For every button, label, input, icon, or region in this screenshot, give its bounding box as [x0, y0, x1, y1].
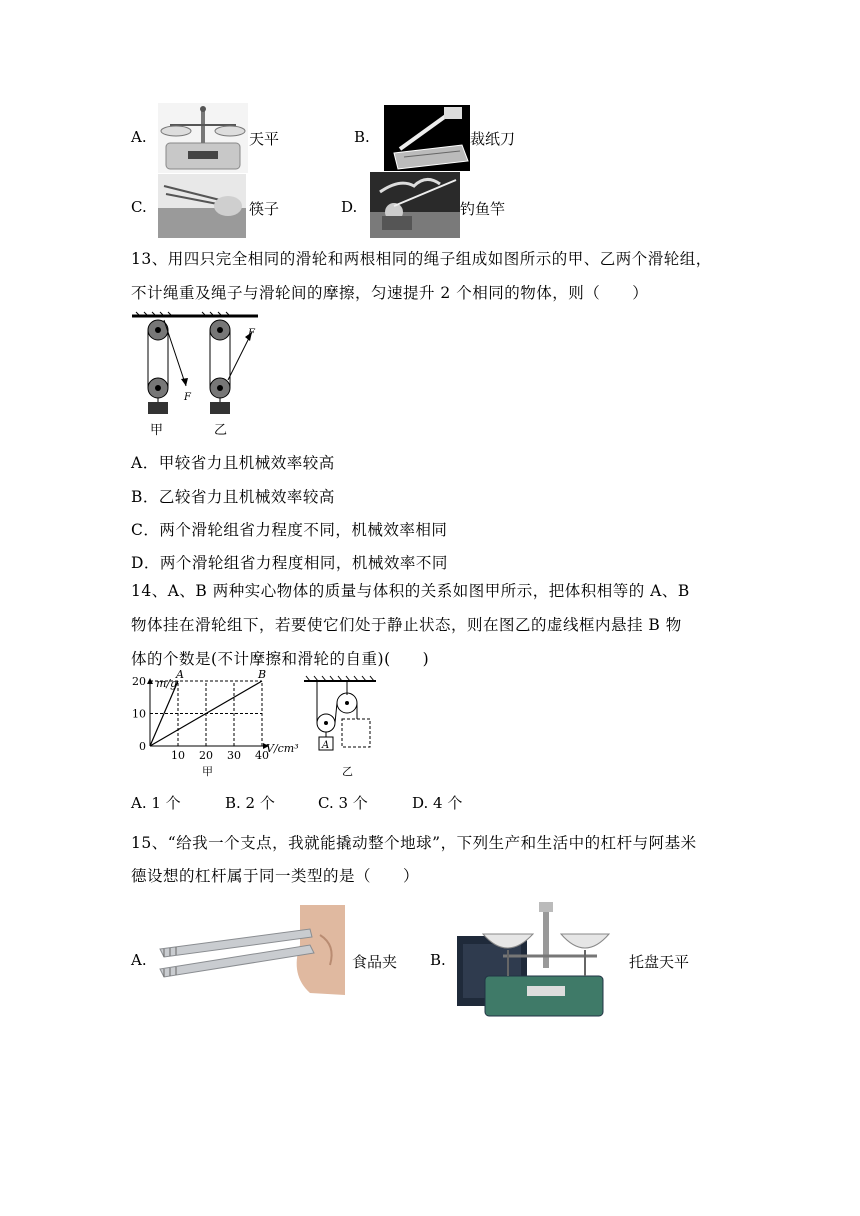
paper-cutter-image — [384, 105, 470, 171]
q12-option-a-text: 天平 — [249, 130, 280, 148]
point-b-label: B — [258, 668, 267, 681]
q14-option-d: D. 4 个 — [412, 794, 463, 812]
q14-option-b: B. 2 个 — [225, 794, 275, 812]
q14-option-c: C. 3 个 — [318, 794, 368, 812]
q14-stem-line-1: 14、A、B 两种实心物体的质量与体积的关系如图甲所示，把体积相等的 A、B — [131, 582, 690, 600]
q15-option-b-text: 托盘天平 — [629, 953, 690, 971]
y-tick-label: 10 — [132, 707, 146, 721]
pulley-b-objects-figure — [300, 675, 380, 785]
series-line-a — [150, 681, 178, 746]
x-tick-label: 40 — [255, 749, 269, 762]
q15-option-b-letter: B. — [430, 951, 446, 969]
tray-balance-image — [457, 900, 620, 1018]
q14-stem-line-3: 体的个数是(不计摩擦和滑轮的自重)( ) — [131, 650, 430, 668]
q13-stem-line-1: 13、用四只完全相同的滑轮和两根相同的绳子组成如图所示的甲、乙两个滑轮组， — [131, 250, 712, 268]
pulley-systems-figure — [128, 310, 268, 440]
food-tongs-image — [150, 905, 345, 1001]
q13-stem-line-2: 不计绳重及绳子与滑轮间的摩擦，匀速提升 2 个相同的物体，则（ ） — [131, 284, 649, 302]
y-axis-label: m/g — [156, 677, 178, 690]
y-tick-label: 20 — [132, 675, 146, 688]
x-axis-label: V/cm³ — [266, 742, 299, 755]
q13-option-b: B．乙较省力且机械效率较高 — [131, 488, 335, 506]
fig-caption-jia: 甲 — [150, 423, 164, 438]
q12-option-b-text: 裁纸刀 — [470, 130, 516, 148]
q13-option-c: C．两个滑轮组省力程度不同，机械效率相同 — [131, 521, 448, 539]
x-tick-label: 10 — [171, 749, 185, 762]
fig-caption-yi-q14: 乙 — [342, 765, 353, 778]
chopsticks-image — [158, 174, 246, 238]
q15-option-a-text: 食品夹 — [352, 953, 398, 971]
force-label-yi: F — [248, 328, 255, 339]
q14-option-a: A. 1 个 — [131, 794, 181, 812]
block-a-label: A — [322, 740, 330, 751]
y-tick-label: 0 — [139, 740, 146, 753]
q15-stem-line-1: 15、“给我一个支点，我就能撬动整个地球”，下列生产和生活中的杠杆与阿基米 — [131, 834, 697, 852]
q14-stem-line-2: 物体挂在滑轮组下，若要使它们处于静止状态，则在图乙的虚线框内悬挂 B 物 — [131, 616, 682, 634]
fig-caption-yi: 乙 — [214, 423, 228, 438]
q12-option-a-letter: A. — [131, 128, 147, 146]
q12-option-c-text: 筷子 — [249, 200, 280, 218]
q12-option-d-letter: D. — [341, 198, 358, 216]
q15-stem-line-2: 德设想的杠杆属于同一类型的是（ ） — [131, 867, 420, 885]
x-tick-label: 30 — [227, 749, 241, 762]
q12-option-d-text: 钓鱼竿 — [460, 200, 506, 218]
q12-option-b-letter: B. — [354, 128, 370, 146]
x-tick-label: 20 — [199, 749, 213, 762]
balance-scale-image — [158, 103, 248, 173]
q13-option-d: D．两个滑轮组省力程度相同，机械效率不同 — [131, 554, 448, 572]
force-label-jia: F — [184, 392, 191, 403]
q15-option-a-letter: A. — [131, 951, 147, 969]
mass-volume-graph — [128, 668, 303, 785]
fishing-rod-image — [370, 172, 460, 238]
q13-option-a: A．甲较省力且机械效率较高 — [131, 454, 335, 472]
point-a-label: A — [176, 668, 184, 681]
q12-option-c-letter: C. — [131, 198, 147, 216]
graph-caption: 甲 — [202, 765, 213, 778]
